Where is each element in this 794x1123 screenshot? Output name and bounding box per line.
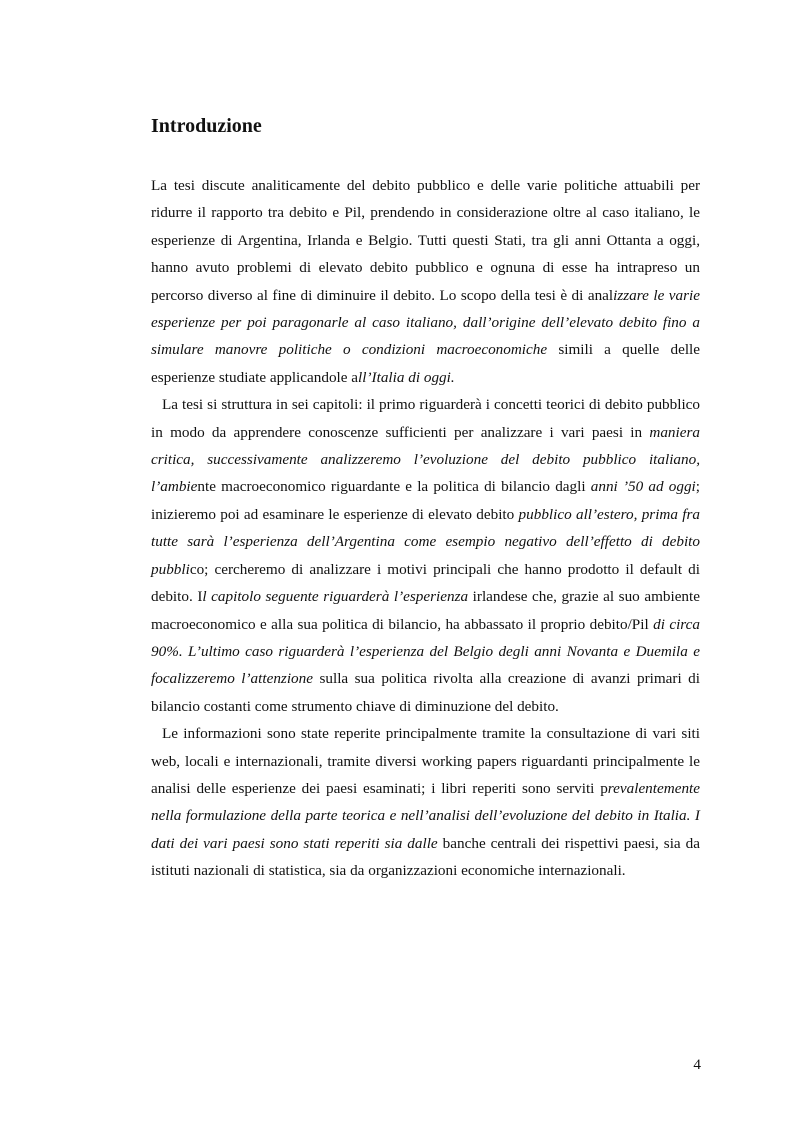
text-segment: nte macroeconomico riguardante e la politica di bilancio dagli [197, 478, 591, 496]
italic-text-segment: revalentemente nella formulazione della parte teorica e nell’analisi dell’evoluzione del debito in Italia. I dati dei vari paesi sono stati reperiti sia dalle [151, 779, 700, 852]
paragraph-3 [151, 720, 700, 884]
text-segment: sulla sua politica rivolta alla creazione di avanzi primari di bilancio costanti come strumento chiave di diminuzione del debito. [151, 670, 700, 715]
text-segment: ; inizieremo poi ad esaminare le esperienze di elevato debito [151, 478, 701, 523]
text-segment: La tesi discute analiticamente del debito pubblico e delle varie politiche attuabili per ridurre il rapporto tra debito e Pil, prendendo in considerazione oltre al caso italiano, le esperienze di Argentina, Irlanda e Belgio. Tutti questi Stati, tra gli anni Ottanta a oggi, hanno avuto problemi di elevato debito pubblico e ognuna di esse ha intrapreso un percorso diverso al fine di diminuire il debito. Lo scopo della tesi è di anal [151, 177, 700, 304]
text-segment: co; cercheremo di analizzare i motivi principali che hanno prodotto il default di debito. I [151, 560, 700, 606]
italic-text-segment: pubblico all’estero, prima fra tutte sarà l’esperienza dell’Argentina come esempio negativo dell’effetto di debito pubbli [151, 505, 700, 578]
italic-text-segment: anni ’50 ad oggi [590, 478, 696, 496]
text-segment: banche centrali dei rispettivi paesi, sia da istituti nazionali di statistica, sia da organizzazioni economiche internazionali. [151, 834, 700, 880]
italic-text-segment: ll’Italia di oggi. [358, 368, 455, 386]
italic-text-segment: maniera critica, successivamente analizzeremo l’evoluzione del debito pubblico italiano, l’ambie [151, 423, 700, 496]
section-heading: Introduzione [151, 115, 262, 137]
italic-text-segment: di circa 90%. L’ultimo caso riguarderà l’esperienza del Belgio degli anni Novanta e Duemila e focalizzeremo l’attenzione [151, 615, 700, 688]
text-segment: La tesi si struttura in sei capitoli: il primo riguarderà i concetti teorici di debito pubblico in modo da apprendere conoscenze sufficienti per analizzare i vari paesi in [151, 396, 700, 441]
text-segment: irlandese che, grazie al suo ambiente macroeconomico e alla sua politica di bilancio, ha abbassato il proprio debito/Pil [151, 588, 700, 633]
text-segment: Le informazioni sono state reperite principalmente tramite la consultazione di vari siti web, locali e internazionali, tramite diversi working papers riguardanti principalmente le analisi delle esperienze dei paesi esaminati; i libri reperiti sono serviti p [151, 725, 700, 797]
body-text [151, 172, 700, 885]
paragraph-2 [151, 391, 700, 720]
italic-text-segment: izzare le varie esperienze per poi paragonarle al caso italiano, dall’origine dell’elevato debito fino a simulare manovre politiche o condizioni macroeconomiche [151, 286, 700, 359]
text-segment: simili a quelle delle esperienze studiate applicandole a [151, 341, 700, 386]
italic-text-segment: l capitolo seguente riguarderà l’esperienza [202, 588, 469, 606]
page-number: 4 [693, 1056, 701, 1073]
paragraph-1 [151, 172, 700, 391]
